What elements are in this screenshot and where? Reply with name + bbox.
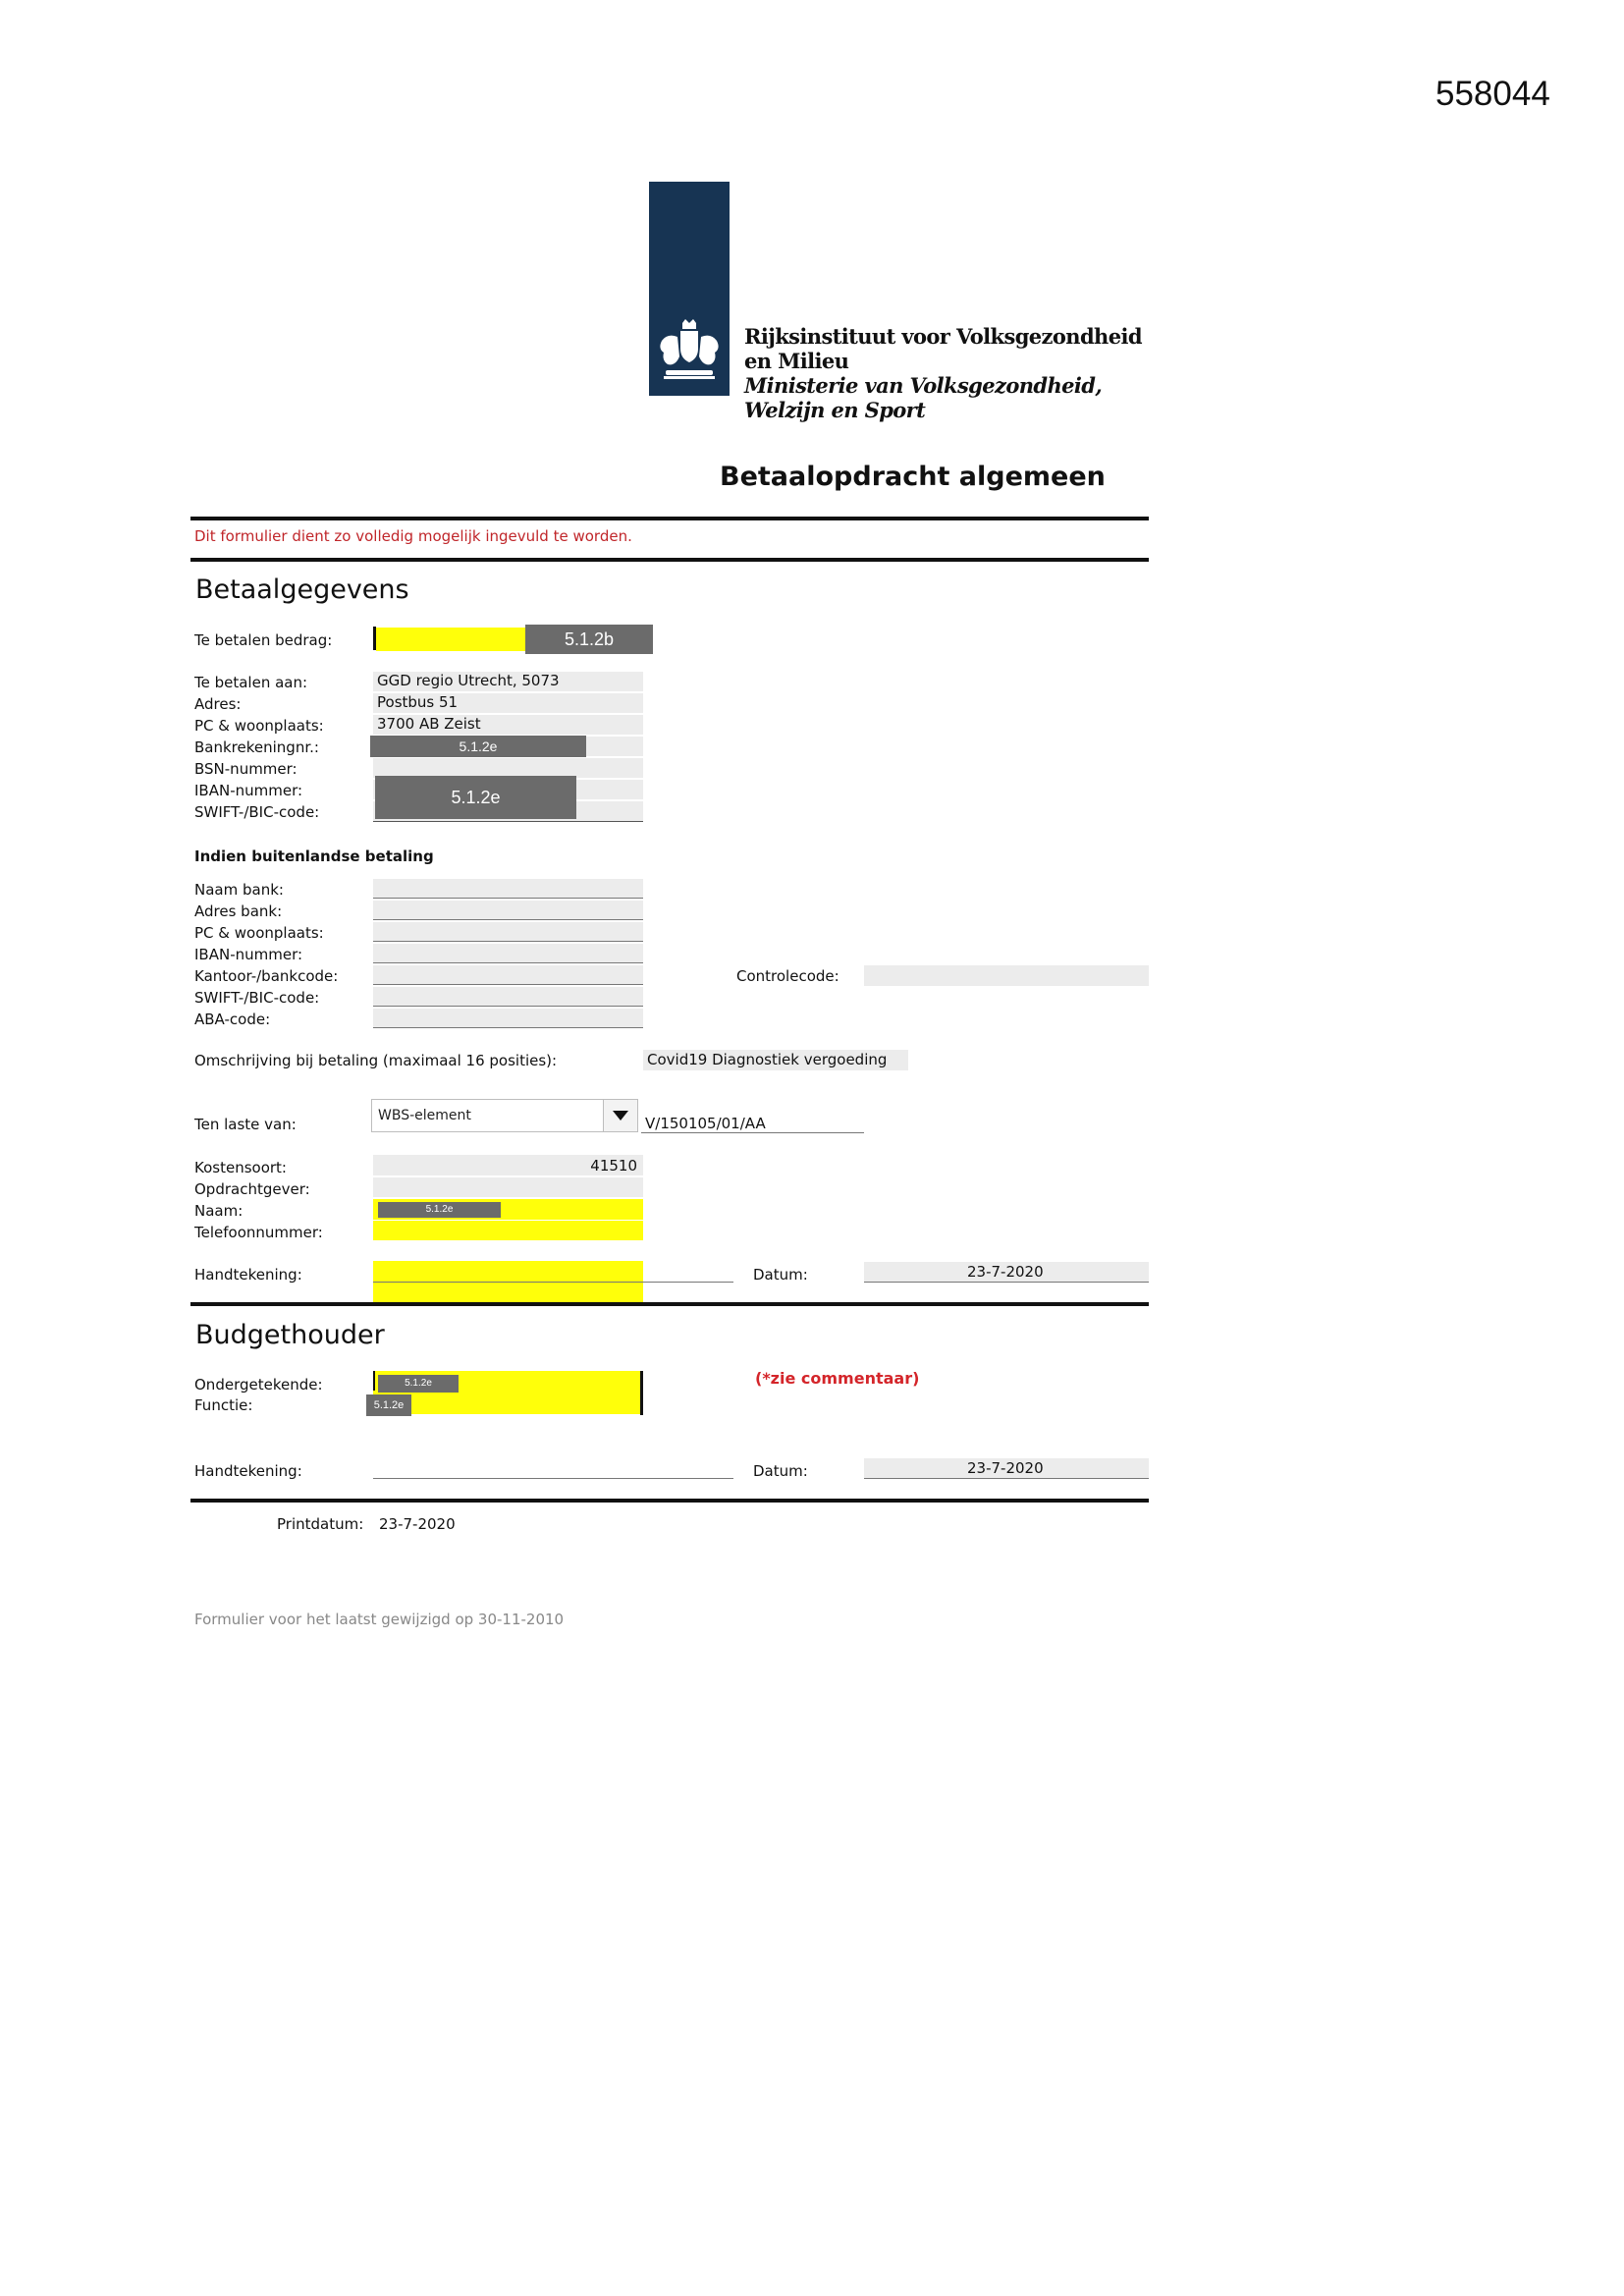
kostensoort-value: 41510 xyxy=(590,1157,637,1175)
divider xyxy=(190,517,1149,520)
pc-label: PC & woonplaats: xyxy=(194,717,324,735)
aba-label: ABA-code: xyxy=(194,1011,271,1028)
buitenland-swift-field[interactable] xyxy=(373,987,643,1007)
handtekening-label: Handtekening: xyxy=(194,1266,302,1284)
controlecode-label: Controlecode: xyxy=(736,967,839,985)
functie-redaction: 5.1.2e xyxy=(366,1394,411,1416)
ondergetekende-redaction: 5.1.2e xyxy=(378,1375,459,1393)
omschrijving-value: Covid19 Diagnostiek vergoeding xyxy=(647,1051,888,1068)
budgethouder-datum-field[interactable] xyxy=(864,1458,1149,1479)
adres-field[interactable] xyxy=(373,693,643,713)
printdatum-value: 23-7-2020 xyxy=(379,1515,456,1533)
pc-value: 3700 AB Zeist xyxy=(377,715,481,733)
functie-label: Functie: xyxy=(194,1396,253,1414)
section-title-budgethouder: Budgethouder xyxy=(195,1320,385,1350)
kostensoort-label: Kostensoort: xyxy=(194,1159,287,1176)
bedrag-label: Te betalen bedrag: xyxy=(194,631,333,649)
buitenland-swift-label: SWIFT-/BIC-code: xyxy=(194,989,320,1007)
kantoor-field[interactable] xyxy=(373,965,643,985)
document-number: 558044 xyxy=(1435,75,1550,113)
omschrijving-label: Omschrijving bij betaling (maximaal 16 posities): xyxy=(194,1052,558,1069)
org-line-2: en Milieu xyxy=(744,349,849,373)
dropdown-button[interactable] xyxy=(603,1100,637,1131)
adres-bank-label: Adres bank: xyxy=(194,902,283,920)
org-line-3: Ministerie van Volksgezondheid, xyxy=(744,373,1103,398)
buitenland-iban-field[interactable] xyxy=(373,944,643,963)
bedrag-redaction: 5.1.2b xyxy=(525,625,653,654)
form-title: Betaalopdracht algemeen xyxy=(720,462,1106,492)
datum-field[interactable] xyxy=(864,1262,1149,1283)
handtekening-line xyxy=(373,1282,733,1283)
budgethouder-handtekening-label: Handtekening: xyxy=(194,1462,302,1480)
divider xyxy=(190,558,1149,562)
adres-value: Postbus 51 xyxy=(377,693,459,711)
pc-field[interactable] xyxy=(373,715,643,735)
ondergetekende-label: Ondergetekende: xyxy=(194,1376,323,1394)
iban-label: IBAN-nummer: xyxy=(194,782,303,799)
divider xyxy=(190,1499,1149,1503)
bank-label: Bankrekeningnr.: xyxy=(194,738,319,756)
adres-label: Adres: xyxy=(194,695,242,713)
section-title-betaalgegevens: Betaalgegevens xyxy=(195,574,409,605)
naam-label: Naam: xyxy=(194,1202,244,1220)
field-marker xyxy=(373,1371,375,1391)
ten-laste-field[interactable] xyxy=(641,1112,864,1133)
buitenland-pc-field[interactable] xyxy=(373,922,643,942)
org-line-4: Welzijn en Sport xyxy=(744,398,926,422)
aan-label: Te betalen aan: xyxy=(194,674,308,691)
datum-value: 23-7-2020 xyxy=(967,1263,1044,1281)
telefoon-field[interactable] xyxy=(373,1221,643,1240)
buitenland-iban-label: IBAN-nummer: xyxy=(194,946,303,963)
iban-redaction: 5.1.2e xyxy=(375,776,576,819)
controlecode-field[interactable] xyxy=(864,965,1149,986)
buitenland-pc-label: PC & woonplaats: xyxy=(194,924,324,942)
buitenland-heading: Indien buitenlandse betaling xyxy=(194,847,434,865)
aan-value: GGD regio Utrecht, 5073 xyxy=(377,672,560,689)
telefoon-label: Telefoonnummer: xyxy=(194,1224,323,1241)
budgethouder-datum-label: Datum: xyxy=(753,1462,808,1480)
budgethouder-handtekening-line[interactable] xyxy=(373,1478,733,1479)
footer-note: Formulier voor het laatst gewijzigd op 30-11-2010 xyxy=(194,1611,565,1628)
field-underline xyxy=(373,821,643,822)
caret-down-icon xyxy=(613,1111,628,1121)
datum-label: Datum: xyxy=(753,1266,808,1284)
kantoor-label: Kantoor-/bankcode: xyxy=(194,967,339,985)
comment-note: (*zie commentaar) xyxy=(755,1369,920,1388)
kostensoort-field[interactable] xyxy=(373,1155,643,1175)
ten-laste-label: Ten laste van: xyxy=(194,1116,297,1133)
naam-redaction: 5.1.2e xyxy=(378,1202,501,1218)
aba-field[interactable] xyxy=(373,1009,643,1028)
bsn-label: BSN-nummer: xyxy=(194,760,298,778)
naam-bank-field[interactable] xyxy=(373,879,643,899)
swift-label: SWIFT-/BIC-code: xyxy=(194,803,320,821)
ten-laste-select[interactable] xyxy=(371,1099,638,1132)
ten-laste-value: V/150105/01/AA xyxy=(645,1115,766,1132)
bsn-field[interactable] xyxy=(373,758,643,778)
notice-text: Dit formulier dient zo volledig mogelijk ingevuld te worden. xyxy=(194,527,632,545)
opdrachtgever-field[interactable] xyxy=(373,1177,643,1197)
aan-field[interactable] xyxy=(373,672,643,691)
printdatum-label: Printdatum: xyxy=(277,1515,364,1533)
bank-redaction: 5.1.2e xyxy=(370,736,586,757)
budgethouder-datum-value: 23-7-2020 xyxy=(967,1459,1044,1477)
organization-name xyxy=(744,324,1142,422)
opdrachtgever-label: Opdrachtgever: xyxy=(194,1180,310,1198)
royal-crest-icon xyxy=(654,319,725,382)
bedrag-input[interactable] xyxy=(376,628,525,651)
adres-bank-field[interactable] xyxy=(373,901,643,920)
naam-bank-label: Naam bank: xyxy=(194,881,284,899)
omschrijving-field[interactable] xyxy=(643,1050,908,1070)
divider xyxy=(190,1302,1149,1306)
org-line-1: Rijksinstituut voor Volksgezondheid xyxy=(744,324,1142,349)
ten-laste-select-value: WBS-element xyxy=(378,1108,471,1123)
field-marker xyxy=(640,1371,643,1415)
